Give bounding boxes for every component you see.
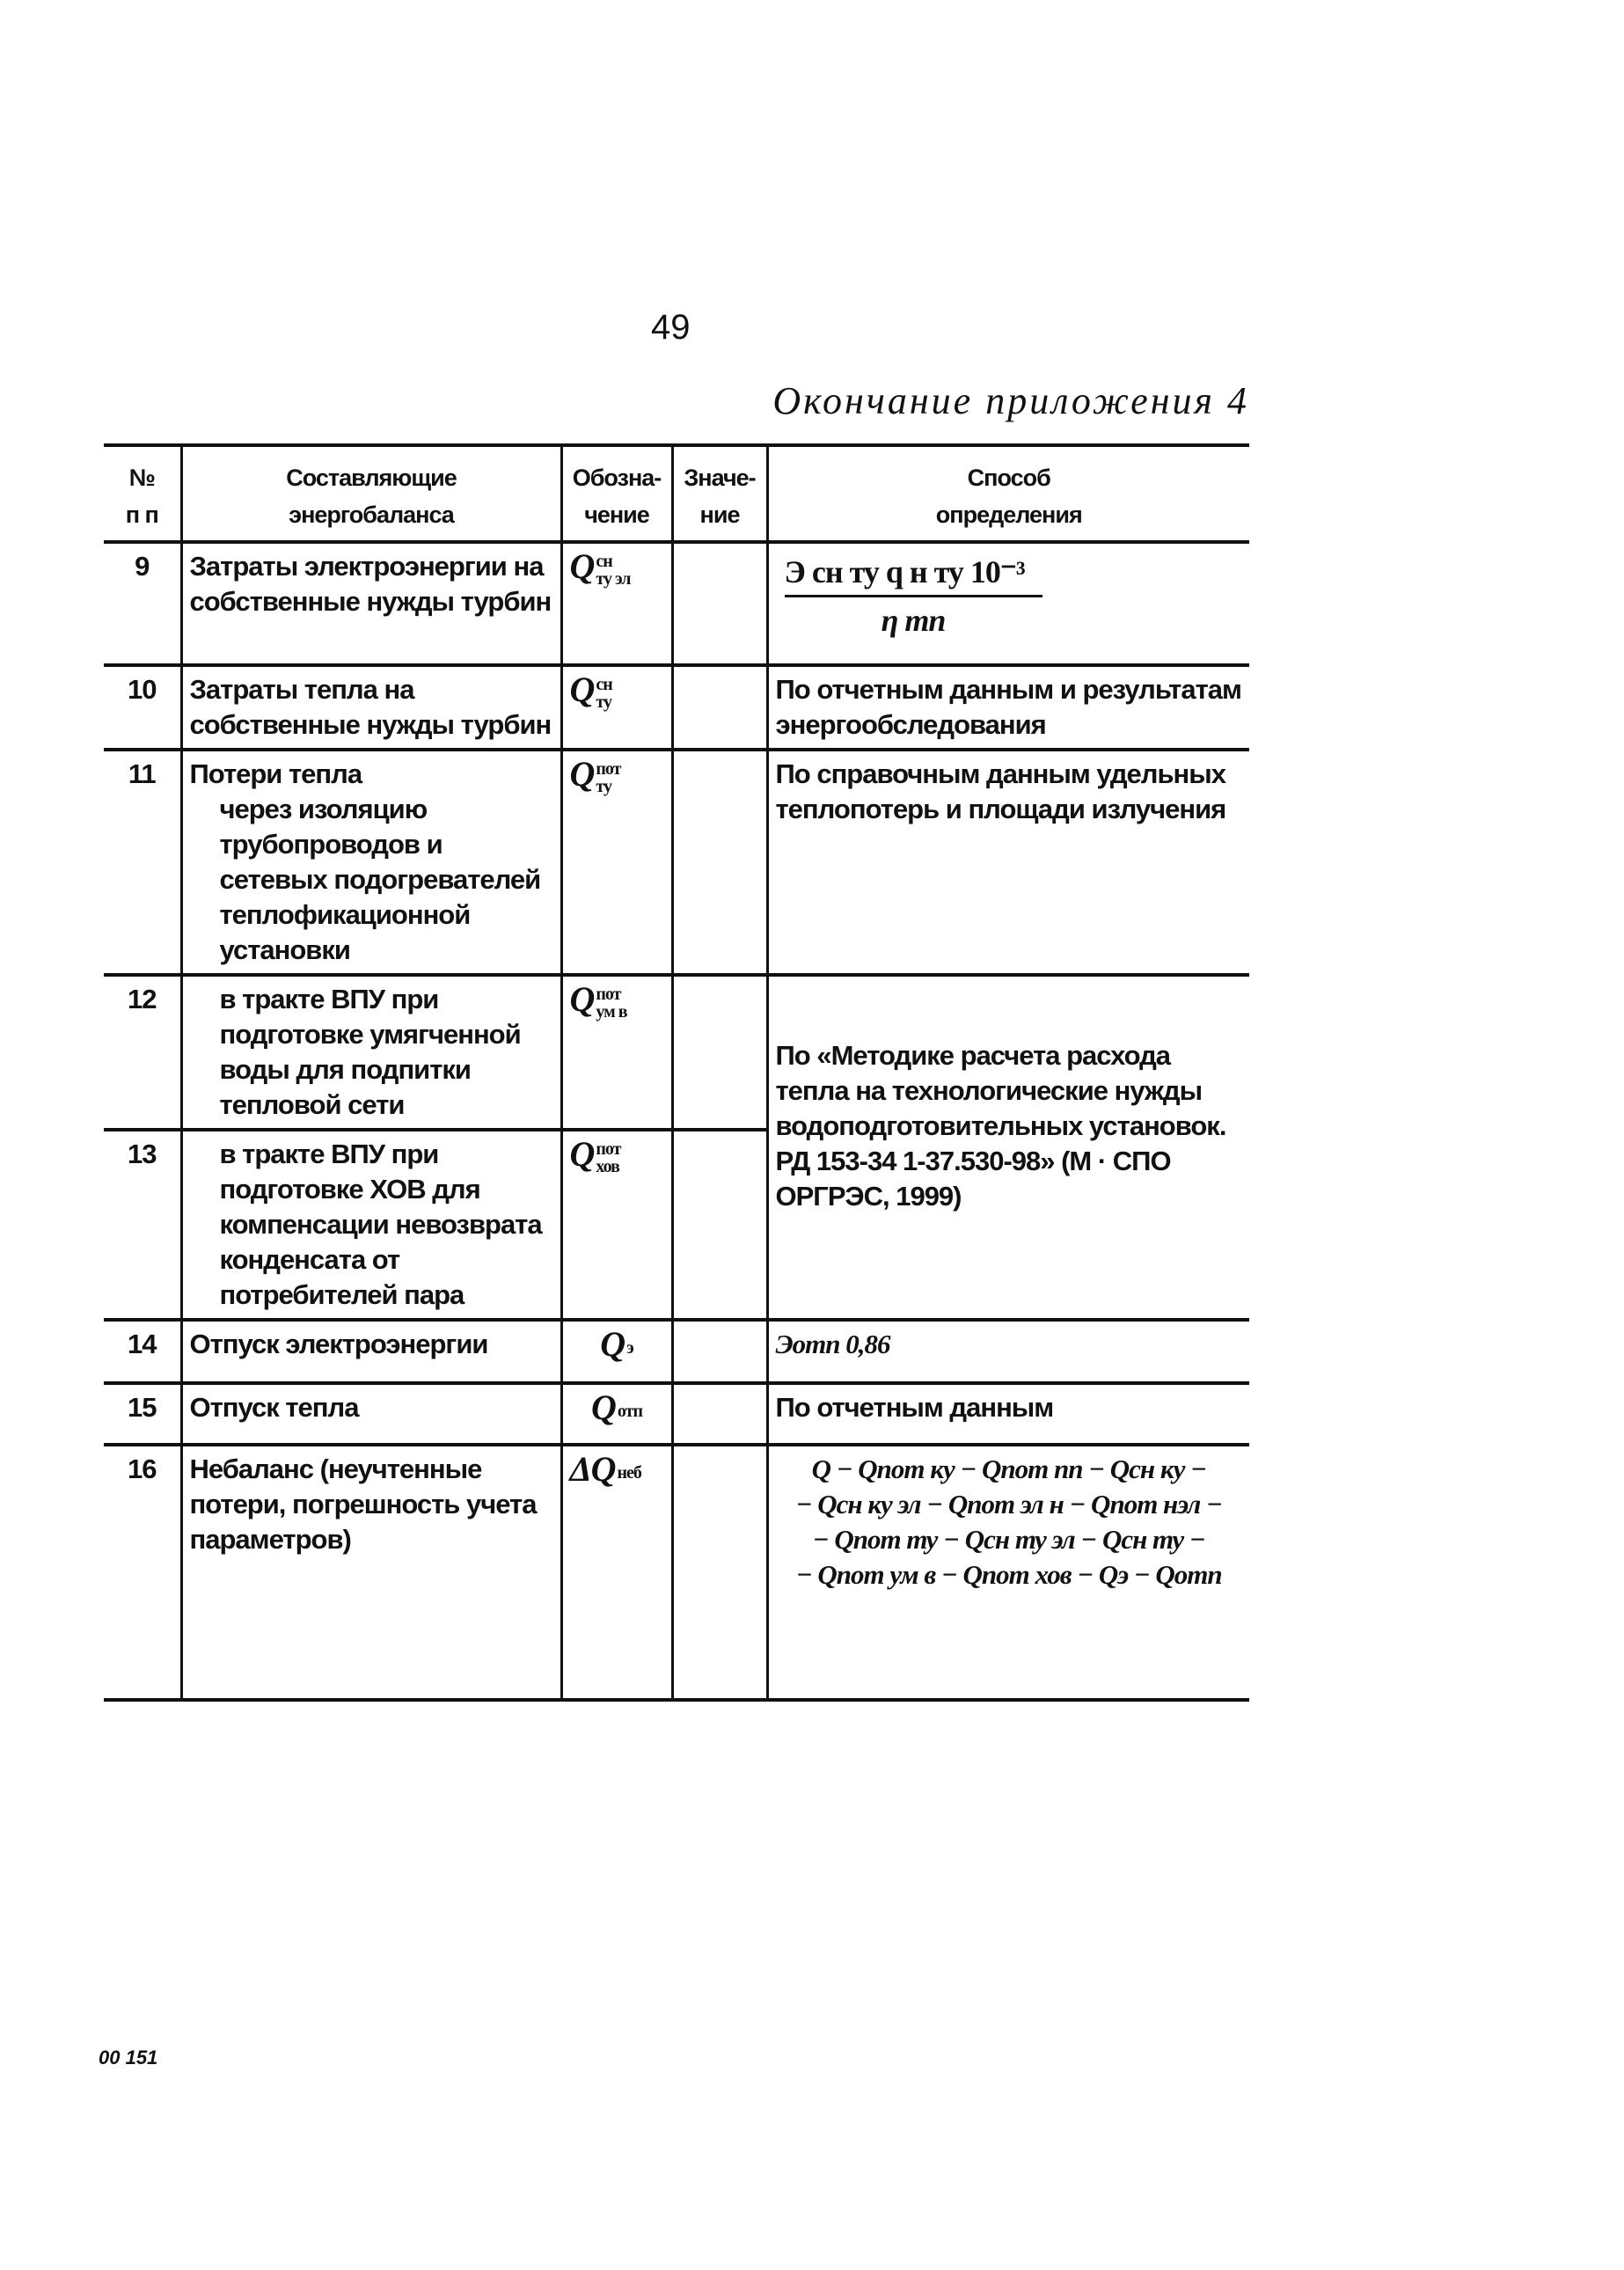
- designation-cell: [561, 542, 672, 665]
- table-row: [104, 1445, 1249, 1700]
- header-designation-line1: Обозна-: [572, 465, 662, 491]
- designation-symbol: ΔQ неб: [569, 1449, 641, 1489]
- designation-symbol: Q пот ту: [569, 754, 621, 796]
- component-name: Отпуск электроэнергии: [181, 1320, 561, 1383]
- value-cell: [672, 975, 767, 1130]
- fraction-denominator: η тп: [881, 603, 946, 638]
- value-cell: [672, 750, 767, 975]
- row-number: 10: [104, 665, 181, 750]
- component-detail: в тракте ВПУ при подготовке умягченной воды для подпитки тепловой сети: [219, 984, 521, 1120]
- component-detail: через изоляцию трубопроводов и сетевых подогревателей теплофикационной установки: [219, 794, 541, 965]
- component-name: [181, 1130, 561, 1320]
- page-number: 49: [651, 308, 691, 347]
- table-row: [104, 1383, 1249, 1445]
- component-name: Отпуск тепла: [181, 1383, 561, 1445]
- designation-cell: [561, 975, 672, 1130]
- method-text-merged: По «Методике расчета расхода тепла на технологические нужды водоподготовительных установок. РД 153-34 1-37.530-98» (М · СПО ОРГРЭС, 1999): [767, 975, 1249, 1320]
- component-name: Затраты электроэнергии на собственные нужды турбин: [181, 542, 561, 665]
- row-number: 15: [104, 1383, 181, 1445]
- designation-symbol: Q отп: [591, 1388, 642, 1427]
- table-row: [104, 542, 1249, 665]
- row-number: 14: [104, 1320, 181, 1383]
- value-cell: [672, 1383, 767, 1445]
- designation-cell: [561, 1130, 672, 1320]
- header-value-line1: Значе-: [684, 465, 756, 491]
- designation-symbol: Q пот ум в: [569, 979, 627, 1022]
- table-row: [104, 1320, 1249, 1383]
- component-name: [181, 750, 561, 975]
- row-number: 12: [104, 975, 181, 1130]
- component-name: Затраты тепла на собственные нужды турбин: [181, 665, 561, 750]
- header-component-line1: Составляющие: [286, 465, 457, 491]
- header-num: [104, 445, 181, 542]
- header-value: [672, 445, 767, 542]
- table-header-row: [104, 445, 1249, 542]
- header-component: [181, 445, 561, 542]
- designation-symbol: Q э: [600, 1324, 633, 1364]
- designation-symbol: Q сн ту эл: [569, 546, 631, 589]
- row-number: 16: [104, 1445, 181, 1700]
- header-method-line1: Способ: [967, 465, 1050, 491]
- value-cell: [672, 1445, 767, 1700]
- value-cell: [672, 542, 767, 665]
- designation-cell: [561, 1445, 672, 1700]
- formula-line: − Qпот ту − Qсн ту эл − Qсн ту −: [812, 1524, 1205, 1555]
- component-name: Небаланс (неучтенные потери, погрешность учета параметров): [181, 1445, 561, 1700]
- row-number: 9: [104, 542, 181, 665]
- header-method-line2: определения: [935, 502, 1082, 528]
- row-number: 11: [104, 750, 181, 975]
- header-method: [767, 445, 1249, 542]
- header-designation-line2: чение: [584, 502, 649, 528]
- table-row: [104, 665, 1249, 750]
- value-cell: [672, 1130, 767, 1320]
- method-text: По отчетным данным и результатам энергообследования: [767, 665, 1249, 750]
- row-number: 13: [104, 1130, 181, 1320]
- component-detail: в тракте ВПУ при подготовке ХОВ для компенсации невозврата конденсата от потребителей пара: [219, 1139, 542, 1310]
- balance-formula: [767, 1445, 1249, 1700]
- footer-code: 00 151: [99, 2047, 158, 2069]
- table-row: [104, 975, 1249, 1130]
- header-num-line1: №: [128, 465, 155, 491]
- designation-cell: [561, 750, 672, 975]
- header-designation: [561, 445, 672, 542]
- designation-cell: [561, 1320, 672, 1383]
- header-value-line2: ние: [699, 502, 740, 528]
- fraction-numerator: Э сн ту q н ту 10⁻³: [785, 554, 1042, 597]
- appendix-title: Окончание приложения 4: [772, 379, 1249, 422]
- header-component-line2: энергобаланса: [289, 502, 454, 528]
- value-cell: [672, 665, 767, 750]
- designation-cell: [561, 665, 672, 750]
- header-num-line2: п п: [125, 502, 158, 528]
- component-name: [181, 975, 561, 1130]
- component-heading: Потери тепла: [189, 758, 362, 789]
- method-formula: [767, 542, 1249, 665]
- method-formula: Эотп 0,86: [767, 1320, 1249, 1383]
- fraction: [785, 554, 1042, 638]
- formula-line: − Qпот ум в − Qпот хов − Qэ − Qотп: [795, 1559, 1222, 1590]
- value-cell: [672, 1320, 767, 1383]
- energy-balance-table: [104, 443, 1249, 1702]
- designation-symbol: Q пот хов: [569, 1134, 621, 1176]
- table-row: [104, 750, 1249, 975]
- designation-symbol: Q сн ту: [569, 670, 612, 712]
- method-text: По справочным данным удельных теплопотерь и площади излучения: [767, 750, 1249, 975]
- formula-line: − Qсн ку эл − Qпот эл н − Qпот нэл −: [795, 1489, 1222, 1519]
- method-text: По отчетным данным: [767, 1383, 1249, 1445]
- formula-line: Q − Qпот ку − Qпот пп − Qсн ку −: [811, 1454, 1206, 1484]
- designation-cell: [561, 1383, 672, 1445]
